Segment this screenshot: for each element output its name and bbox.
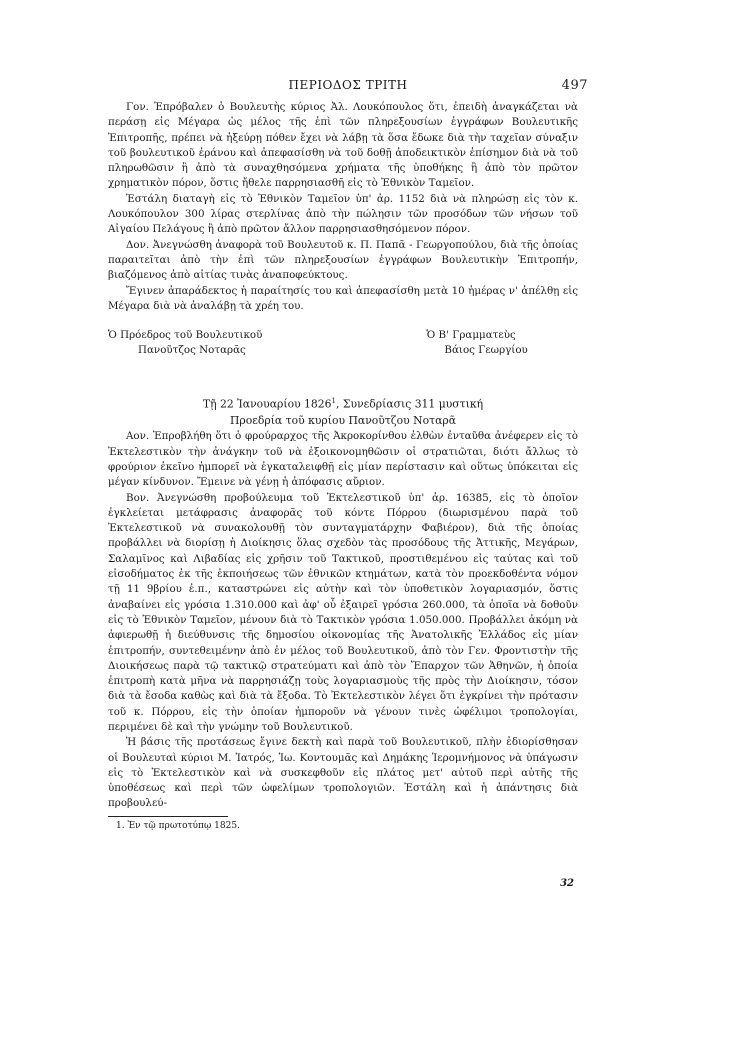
paragraph-don: Δον. Ἀνεγνώσθη ἀναφορὰ τοῦ Βουλευτοῦ κ. Π. Παπᾶ - Γεωργοπούλου, διὰ τῆς ὁποίας παραιτεῖται ἀπὸ τὴν ἐπὶ τῶν πληρεξουσίων ἐγγράφων Βουλευτικὴν Ἐπιτροπήν, βιαζόμενος ἀπὸ αἰτίας τινὰς ἀναποφεύκτους. [108, 238, 578, 282]
paragraph-basis: Ἡ βάσις τῆς προτάσεως ἔγινε δεκτὴ καὶ παρὰ τοῦ Βουλευτικοῦ, πλὴν ἐδιορίσθησαν οἱ Βουλευταὶ κύριοι Μ. Ἰατρός, Ἰω. Κοντουμᾶς καὶ Δημάκης Ἱερομνήμονος νὰ ὑπάγωσιν εἰς τὸ Ἐκτελεστικὸν καὶ νὰ συσκεφθοῦν εἰς πλάτος μετ' αὐτοῦ περὶ αὐτῆς τῆς ὑποθέσεως καὶ περὶ τῶν ὠφελίμων τροπολογιῶν. Ἐστάλη καὶ ἡ ἀπάντησις διὰ προβουλεύ- [108, 736, 578, 810]
president-name: Πανοῦτζος Νοταρᾶς [138, 344, 246, 357]
signature-president [108, 328, 334, 359]
footnote: 1. Ἐν τῷ πρωτοτύπῳ 1825. [116, 820, 240, 831]
session-date-line [108, 393, 578, 413]
session-presidency: Προεδρία τοῦ κυρίου Πανοῦτζου Νοταρᾶ [229, 414, 457, 428]
session-number: , Συνεδρίασις 311 μυστική [336, 397, 484, 411]
secretary-title: Ὁ Β' Γραμματεὺς [426, 329, 516, 342]
page-number: 497 [561, 78, 588, 93]
secretary-name: Βάιος Γεωργίου [444, 344, 528, 357]
footnote-rule [108, 816, 228, 817]
running-title: ΠΕΡΙΟΔΟΣ ΤΡΙΤΗ [288, 78, 408, 92]
signature-secretary [352, 328, 578, 359]
printer-signature: 32 [560, 878, 574, 889]
paragraph-order: Ἐστάλη διαταγὴ εἰς τὸ Ἐθνικὸν Ταμεῖον ὑπ' ἀρ. 1152 διὰ νὰ πληρώσῃ εἰς τὸν κ. Λουκόπουλον 300 λίρας στερλίνας ἀπὸ τὴν πώλησιν τῶν προσόδων τῶν νήσων τοῦ Αἰγαίου Πελάγους ἢ ἀπὸ πρῶτον ἄλλον παρρησιασθησόμενον πόρον. [108, 192, 578, 236]
paragraph-resignation-rejected: Ἔγινεν ἀπαράδεκτος ἡ παραίτησίς του καὶ ἀπεφασίσθη μετὰ 10 ἡμέρας ν' ἀπέλθῃ εἰς Μέγαρα διὰ νὰ ἀναλάβῃ τὰ χρέη του. [108, 284, 578, 312]
paragraph-gon: Γον. Ἐπρόβαλεν ὁ Βουλευτὴς κύριος Ἀλ. Λουκόπουλος ὅτι, ἐπειδὴ ἀναγκάζεται νὰ περάσῃ εἰς Μέγαρα ὡς μέλος τῆς ἐπὶ τῶν πληρεξουσίων ἐγγράφων Βουλευτικῆς Ἐπιτροπῆς, πρέπει νὰ ἠξεύρῃ πόθεν ἔχει νὰ λάβῃ τὰ ὅσα ἔδωκε διὰ τὴν ταχεῖαν σύναξιν τοῦ βουλευτικοῦ ἐράνου καὶ ἀπεφασίσθη νὰ τοῦ δοθῇ ἀποδεικτικὸν ἐπίσημον διὰ νὰ τοῦ πληρωθῶσιν ἢ ἀπὸ τὰ συναχθησόμενα χρήματα τῆς ὑποθήκης ἢ ἀπὸ τὸν πρῶτον χρηματικὸν πόρον, ὅστις ἤθελε παρρησιασθῆ εἰς τὸ Ἐθνικὸν Ταμεῖον. [108, 101, 578, 190]
footnote-marker: 1 [331, 396, 337, 405]
page-body [108, 100, 578, 833]
signature-block [108, 328, 578, 359]
paragraph-aon: Αον. Ἐπροβλήθη ὅτι ὁ φρούραρχος τῆς Ἀκροκορίνθου ἐλθὼν ἐνταῦθα ἀνέφερεν εἰς τὸ Ἐκτελεστικὸν τὴν ἀνάγκην τοῦ νὰ ἐξοικονομηθῶσιν οἱ στρατιῶται, διότι ἄλλως τὸ φρούριον ἐκεῖνο ἠμπορεῖ νὰ ἐγκαταλειφθῇ εἰς μίαν περίστασιν καὶ οὕτως ὑπόκειται εἰς μέγαν κίνδυνον. Ἔμεινε νὰ γένῃ ἡ ἀπόφασις αὔριον. [108, 430, 578, 489]
president-title: Ὁ Πρόεδρος τοῦ Βουλευτικοῦ [108, 329, 263, 342]
paragraph-von: Βον. Ἀνεγνώσθη προβούλευμα τοῦ Ἐκτελεστικοῦ ὑπ' ἀρ. 16385, εἰς τὸ ὁποῖον ἐγκλείεται μετάφρασις ἀναφορᾶς τοῦ κόντε Πόρρου (διωρισμένου παρὰ τοῦ Ἐκτελεστικοῦ νὰ συνακολουθῇ τὸν συνταγματάρχην Φαβιέρον), διὰ τῆς ὁποίας προβάλλει νὰ διορίσῃ ἡ Διοίκησις ὅλας σχεδὸν τὰς προσόδους τῆς Ἀττικῆς, Μεγάρων, Σαλαμῖνος καὶ Λιβαδίας εἰς χρῆσιν τοῦ Τακτικοῦ, προστιθεμένου εἰς ταύτας καὶ τοῦ εἰσοδήματος ἐκ τῆς ἐκποιήσεως τῶν ἐθνικῶν κτημάτων, κατὰ τὸν προεκδοθέντα νόμον τῇ 11 9βρίου ἐ.π., καταστρώνει εἰς αὐτὴν καὶ τὸν ὑποθετικὸν λογαριασμόν, ὅστις ἀναβαίνει εἰς γρόσια 1.310.000 καὶ ἀφ' οὗ ἐξαιρεῖ γρόσια 260.000, τὰ ὁποῖα νὰ δοθοῦν εἰς τὸ Ἐθνικὸν Ταμεῖον, μένουν διὰ τὸ Τακτικὸν γρόσια 1.050.000. Προβάλλει ἀκόμη νὰ ἀφιερωθῇ ἡ διεύθυνσις τῆς δημοσίου οἰκονομίας τῆς Ἀνατολικῆς Ἑλλάδος εἰς μίαν ἐπιτροπήν, συντεθειμένην ἀπὸ ἐν μέλος τοῦ Βουλευτικοῦ, ἀπὸ τὸν Γεν. Φροντιστὴν τῆς Διοικήσεως παρὰ τῷ τακτικῷ στρατεύματι καὶ ἀπὸ τὸν Ἔπαρχον τῶν Ἀθηνῶν, ἡ ὁποία ἐπιτροπὴ κατὰ μῆνα νὰ παρρησιάζῃ τοὺς λογαριασμοὺς τῆς πρὸς τὴν Διοίκησιν, τόσον διὰ τὰ ἔσοδα καθὼς καὶ διὰ τὰ ἔξοδα. Τὸ Ἐκτελεστικὸν λέγει ὅτι ἐγκρίνει τὴν πρότασιν τοῦ κ. Πόρρου, εἰς τὴν ὁποίαν ἠμποροῦν νὰ γένουν τινὲς ὠφέλιμοι τροπολογίαι, περιμένει δὲ καὶ τὴν γνώμην τοῦ Βουλευτικοῦ. [108, 491, 578, 733]
session-heading [108, 393, 578, 430]
session-date: Τῇ 22 Ἰανουαρίου 1826 [202, 397, 332, 411]
